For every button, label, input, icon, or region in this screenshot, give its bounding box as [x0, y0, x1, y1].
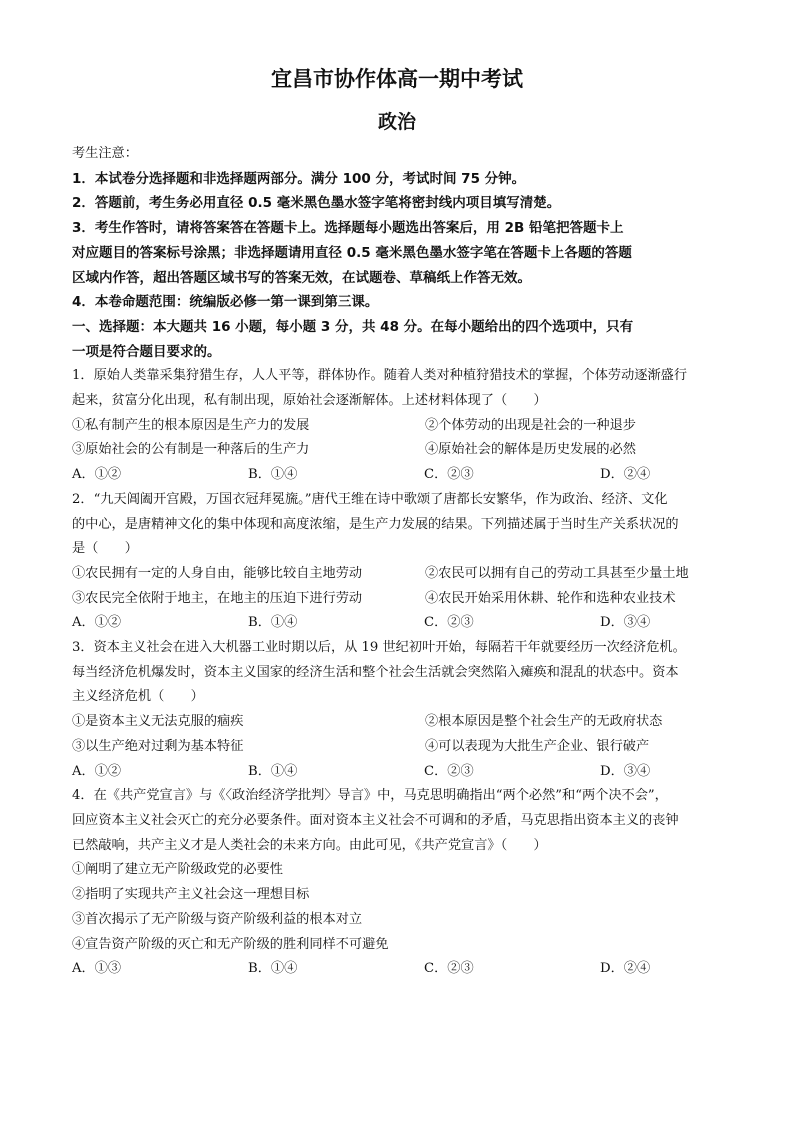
question-stem: 起来，贫富分化出现，私有制出现，原始社会逐渐解体。上述材料体现了（ ） [72, 393, 547, 409]
option-c: C．②③ [424, 615, 474, 631]
option-a: A．①② [72, 615, 122, 631]
question-stem: 2．“九天阊阖开宫殿，万国衣冠拜冕旒。”唐代王维在诗中歌颂了唐都长安繁华，作为政治、经济、文化 [72, 491, 668, 507]
options-row [72, 611, 722, 636]
question-stem: 3．资本主义社会在进入大机器工业时期以后，从 19 世纪初叶开始，每隔若干年就要经历一次经济危机。 [72, 640, 686, 656]
question-1 [72, 364, 722, 488]
option-d: D．③④ [600, 615, 651, 631]
statement-row [72, 562, 722, 587]
question-stem: 每当经济危机爆发时，资本主义国家的经济生活和整个社会生活就会突然陷入瘫痪和混乱的状态中。资本 [72, 664, 679, 680]
notice-line: 1．本试卷分选择题和非选择题两部分。满分 100 分，考试时间 75 分钟。 [72, 170, 526, 187]
option-b: B．①④ [248, 467, 298, 483]
statement: ③农民完全依附于地主，在地主的压迫下进行劳动 [72, 590, 363, 606]
statement-row [72, 587, 722, 612]
statement: ①农民拥有一定的人身自由，能够比较自主地劳动 [72, 565, 363, 581]
statement: ①私有制产生的根本原因是生产力的发展 [72, 417, 310, 433]
notice-line: 4．本卷命题范围：统编版必修一第一课到第三课。 [72, 294, 379, 311]
question-2 [72, 488, 722, 636]
statement-row [72, 735, 722, 760]
statement: ②个体劳动的出现是社会的一种退步 [425, 417, 636, 433]
options-row [72, 760, 722, 785]
question-3 [72, 636, 722, 784]
exam-title: 宜昌市协作体高一期中考试 [271, 67, 523, 91]
section-heading: 一项是符合题目要求的。 [72, 343, 221, 360]
statement: ①是资本主义无法克服的痼疾 [72, 714, 244, 730]
question-stem: 的中心，是唐精神文化的集中体现和高度浓缩，是生产力发展的结果。下列描述属于当时生产关系状况的 [72, 516, 679, 532]
question-stem: 已然敲响，共产主义才是人类社会的未来方向。由此可见，《共产党宣言》（ ） [72, 837, 547, 853]
statement: ③首次揭示了无产阶级与资产阶级利益的根本对立 [72, 911, 363, 927]
statement: ②指明了实现共产主义社会这一理想目标 [72, 887, 310, 903]
statement: ④原始社会的解体是历史发展的必然 [425, 442, 636, 458]
statement: ②农民可以拥有自己的劳动工具甚至少量土地 [425, 565, 689, 581]
notice-line: 3．考生作答时，请将答案答在答题卡上。选择题每小题选出答案后，用 2B 铅笔把答题卡上 [72, 220, 624, 237]
exam-page [72, 64, 722, 982]
statement-row [72, 438, 722, 463]
statement-row [72, 414, 722, 439]
option-a: A．①③ [72, 961, 122, 977]
subject-title: 政治 [377, 111, 416, 133]
statement: ③以生产绝对过剩为基本特征 [72, 738, 244, 754]
option-a: A．①② [72, 467, 122, 483]
section-heading: 一、选择题：本大题共 16 小题，每小题 3 分，共 48 分。在每小题给出的四个选项中，只有 [72, 318, 634, 335]
notice-heading: 考生注意： [72, 146, 138, 161]
statement: ④农民开始采用休耕、轮作和选种农业技术 [425, 590, 676, 606]
question-stem: 回应资本主义社会灭亡的充分必要条件。面对资本主义社会不可调和的矛盾，马克思指出资本主义的丧钟 [72, 812, 679, 828]
question-4 [72, 784, 722, 982]
statement: ①阐明了建立无产阶级政党的必要性 [72, 862, 283, 878]
option-c: C．②③ [424, 467, 474, 483]
option-b: B．①④ [248, 615, 298, 631]
statement: ②根本原因是整个社会生产的无政府状态 [425, 714, 663, 730]
statement: ③原始社会的公有制是一种落后的生产力 [72, 442, 310, 458]
question-stem: 4．在《共产党宣言》与《〈政治经济学批判〉导言》中，马克思明确指出“两个必然”和“两个决不会”， [72, 788, 668, 804]
question-stem: 1．原始人类靠采集狩猎生存，人人平等，群体协作。随着人类对种植狩猎技术的掌握，个体劳动逐渐盛行 [72, 368, 688, 384]
statement-row [72, 710, 722, 735]
option-d: D．②④ [600, 467, 651, 483]
question-stem: 主义经济危机（ ） [72, 689, 204, 705]
question-stem: 是（ ） [72, 541, 138, 557]
option-b: B．①④ [248, 961, 298, 977]
statement: ④宣告资产阶级的灭亡和无产阶级的胜利同样不可避免 [72, 936, 389, 952]
option-d: D．②④ [600, 961, 651, 977]
option-c: C．②③ [424, 961, 474, 977]
options-row [72, 463, 722, 488]
option-b: B．①④ [248, 763, 298, 779]
notice-line: 2．答题前，考生务必用直径 0.5 毫米黑色墨水签字笔将密封线内项目填写清楚。 [72, 195, 561, 212]
option-a: A．①② [72, 763, 122, 779]
notice-line: 对应题目的答案标号涂黑；非选择题请用直径 0.5 毫米黑色墨水签字笔在答题卡上各题的答题 [72, 244, 632, 261]
notice-line: 区域内作答，超出答题区域书写的答案无效，在试题卷、草稿纸上作答无效。 [72, 269, 531, 286]
options-row [72, 957, 722, 982]
option-d: D．③④ [600, 763, 651, 779]
statement: ④可以表现为大批生产企业、银行破产 [425, 738, 650, 754]
option-c: C．②③ [424, 763, 474, 779]
